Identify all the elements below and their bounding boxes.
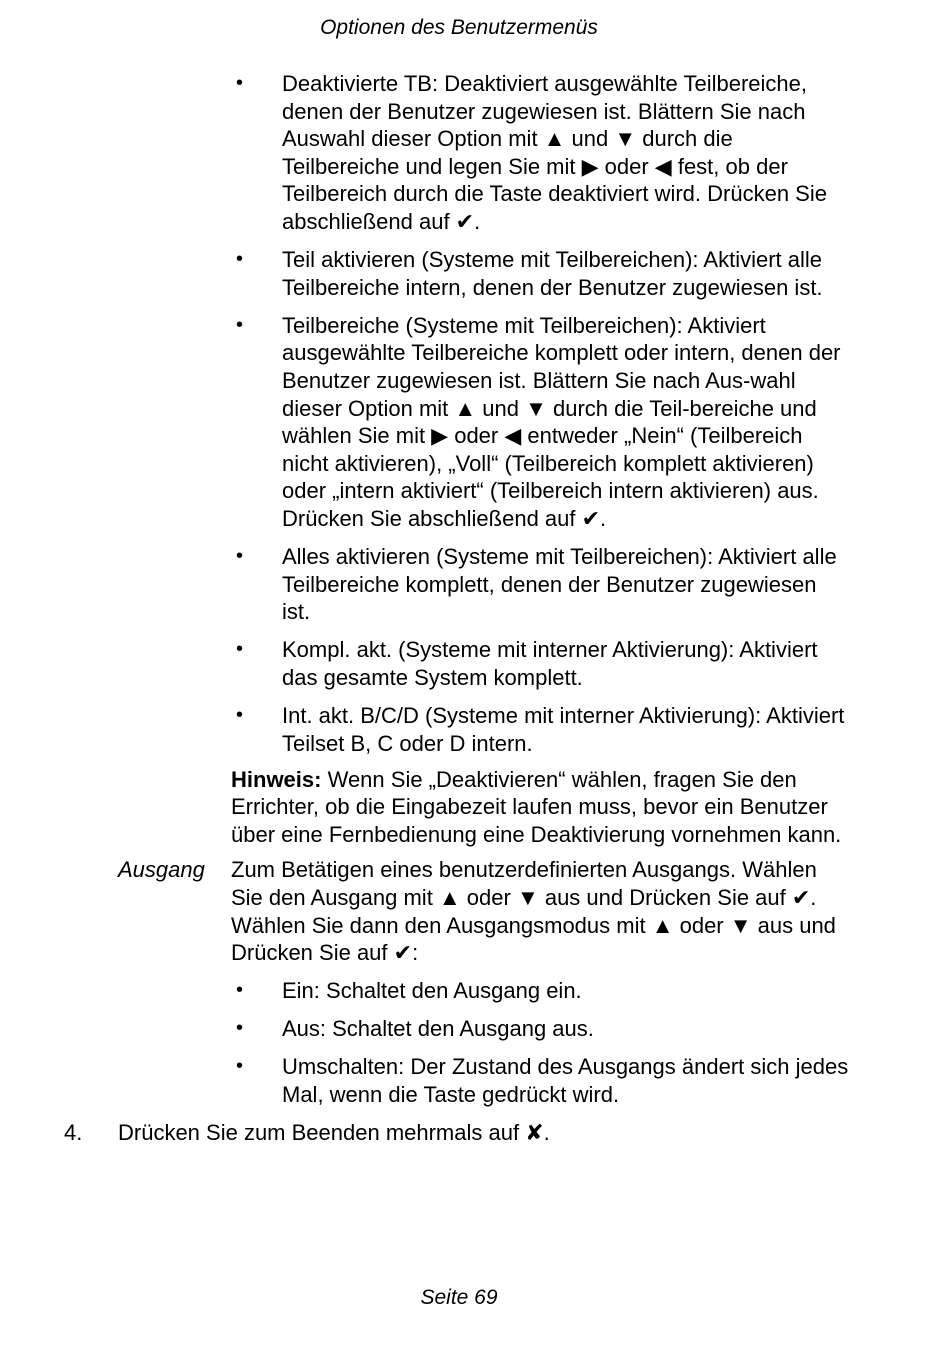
step-text: Drücken Sie zum Beenden mehrmals auf ✘. [118, 1119, 550, 1145]
step-number: 4. [64, 1119, 83, 1145]
list-item: • Ein: Schaltet den Ausgang ein. [0, 977, 850, 1005]
step-4 [0, 1119, 950, 1147]
list-item: • Teil aktivieren (Systeme mit Teilbereichen): Aktiviert alle Teilbereiche intern, denen der Benutzer zugewiesen ist. [0, 246, 850, 301]
ausgang-text: Zum Betätigen eines benutzerdefinierten Ausgangs. Wählen Sie den Ausgang mit ▲ oder ▼ aus und Drücken Sie auf ✔. Wählen Sie dann den Ausgangsmodus mit ▲ oder ▼ aus und Drücken Sie auf ✔: [231, 857, 836, 966]
page-footer: Seite 69 [420, 1286, 498, 1309]
list-item: • Int. akt. B/C/D (Systeme mit interner Aktivierung): Aktiviert Teilset B, C oder D intern. [0, 702, 850, 757]
note-paragraph [0, 766, 846, 849]
ausgang-label: Ausgang [118, 857, 205, 883]
list-item: • Alles aktivieren (Systeme mit Teilbereichen): Aktiviert alle Teilbereiche komplett, denen der Benutzer zugewiesen ist. [0, 543, 850, 626]
list-item: • Kompl. akt. (Systeme mit interner Aktivierung): Aktiviert das gesamte System komplett. [0, 636, 850, 691]
list-item: • Aus: Schaltet den Ausgang aus. [0, 1015, 850, 1043]
page-header: Optionen des Benutzermenüs [320, 16, 598, 39]
page-content [0, 70, 950, 1146]
ausgang-section [0, 856, 950, 966]
note-label: Hinweis: [231, 766, 322, 792]
option-list-1 [0, 70, 950, 757]
option-list-2 [0, 977, 950, 1108]
list-item: • Teilbereiche (Systeme mit Teilbereichen): Aktiviert ausgewählte Teilbereiche komplett oder intern, denen der Benutzer zugewiesen ist. Blättern Sie nach Aus-wahl dieser Option mit ▲ und ▼ durch die Teil-bereiche und wählen Sie mit ▶ oder ◀ entweder „Nein“ (Teilbereich nicht aktivieren), „Voll“ (Teilbereich komplett aktivieren) oder „intern aktiviert“ (Teilbereich intern aktivieren) aus. Drücken Sie abschließend auf ✔. [0, 312, 850, 533]
note-text: Wenn Sie „Deaktivieren“ wählen, fragen Sie den Errichter, ob die Eingabezeit laufen muss, bevor ein Benutzer über eine Fernbedienung eine Deaktivierung vornehmen kann. [231, 766, 842, 847]
list-item: • Deaktivierte TB: Deaktiviert ausgewählte Teilbereiche, denen der Benutzer zugewiesen ist. Blättern Sie nach Auswahl dieser Option mit ▲ und ▼ durch die Teilbereiche und legen Sie mit ▶ oder ◀ fest, ob der Teilbereich durch die Taste deaktiviert wird. Drücken Sie abschließend auf ✔. [0, 70, 850, 236]
list-item: • Umschalten: Der Zustand des Ausgangs ändert sich jedes Mal, wenn die Taste gedrückt wird. [0, 1053, 850, 1108]
